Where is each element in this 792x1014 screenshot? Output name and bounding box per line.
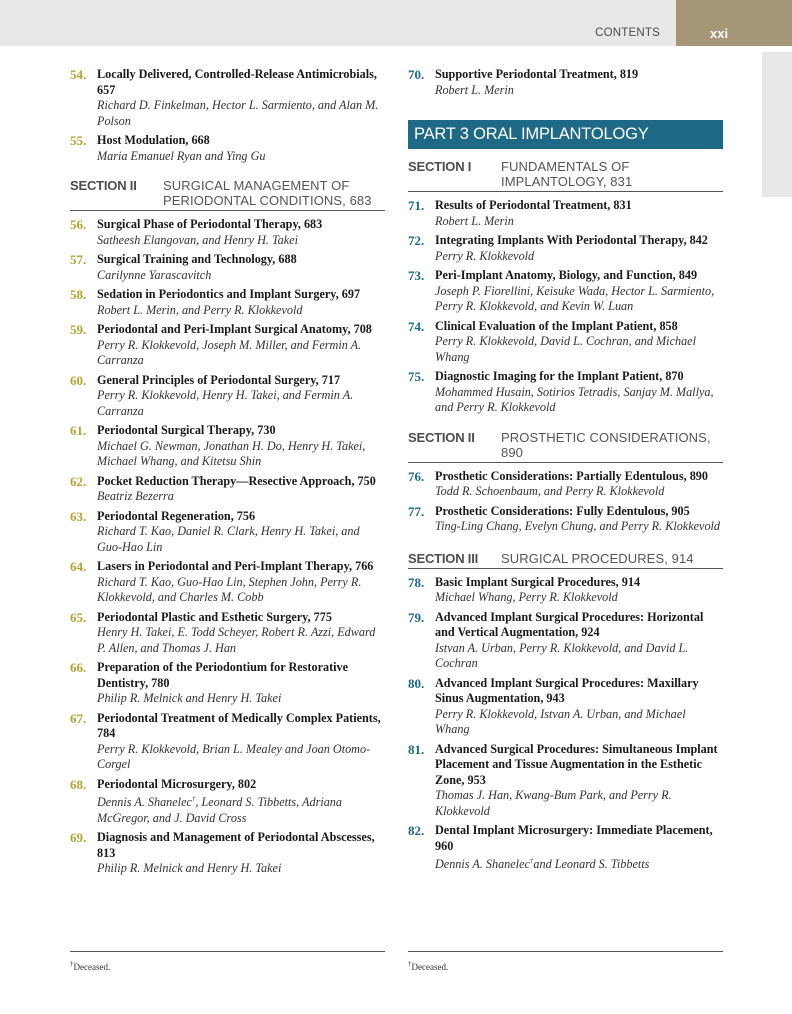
part-banner: PART 3 ORAL IMPLANTOLOGY <box>408 120 723 149</box>
deceased-mark: † <box>529 857 534 865</box>
chapter-number: 80. <box>408 675 425 691</box>
chapter-number: 60. <box>70 372 87 388</box>
chapter-title: Diagnostic Imaging for the Implant Patient, 870 <box>435 369 684 383</box>
chapter-title: Periodontal Microsurgery, 802 <box>97 776 257 791</box>
chapter-title: Clinical Evaluation of the Implant Patient, 858 <box>435 318 678 333</box>
toc-entry <box>70 474 385 505</box>
chapter-number: 73. <box>408 268 425 283</box>
chapter-info <box>97 322 385 369</box>
chapter-info <box>435 319 723 366</box>
chapter-title: Supportive Periodontal Treatment, 819 <box>435 67 639 81</box>
chapter-info <box>97 287 385 318</box>
chapter-info <box>435 369 723 416</box>
chapter-info <box>97 509 385 556</box>
chapter-authors: Robert L. Merin <box>435 82 514 97</box>
section-label: SECTION III <box>408 550 479 566</box>
toc-entry <box>70 322 385 369</box>
toc-entry <box>70 133 385 164</box>
chapter-authors: Richard D. Finkelman, Hector L. Sarmiento, and Alan M. Polson <box>97 98 379 128</box>
chapter-number: 62. <box>70 473 87 489</box>
footnote-text: Deceased. <box>411 962 449 972</box>
chapter-info <box>97 559 385 606</box>
toc-entry <box>70 610 385 657</box>
chapter-number: 68. <box>70 776 87 792</box>
page-number: xxi <box>710 26 729 41</box>
chapter-title: General Principles of Periodontal Surgery, 717 <box>97 372 341 387</box>
toc-entry <box>408 369 723 416</box>
chapter-info <box>97 423 385 470</box>
toc-entry <box>408 233 723 264</box>
toc-entry <box>70 287 385 318</box>
chapter-authors: Satheesh Elangovan, and Henry H. Takei <box>97 232 298 247</box>
chapter-info <box>97 610 385 657</box>
toc-entry <box>408 676 723 738</box>
toc-entry <box>70 67 385 129</box>
chapter-authors: Joseph P. Fiorellini, Keisuke Wada, Hector L. Sarmiento, Perry R. Klokkevold, and Kevin W. Luan <box>435 283 715 313</box>
chapter-info <box>97 67 385 129</box>
chapter-number: 55. <box>70 133 87 148</box>
chapter-info <box>435 610 723 672</box>
chapter-number: 56. <box>70 217 87 232</box>
chapter-authors: Philip R. Melnick and Henry H. Takei <box>97 861 282 876</box>
toc-entry <box>70 373 385 420</box>
chapter-title: Dental Implant Microsurgery: Immediate Placement, 960 <box>435 823 713 853</box>
chapter-number: 77. <box>408 503 425 519</box>
chapter-title: Advanced Implant Surgical Procedures: Horizontal and Vertical Augmentation, 924 <box>435 609 704 639</box>
chapter-authors: Carilynne Yarascavitch <box>97 267 212 282</box>
chapter-number: 67. <box>70 710 87 726</box>
toc-entry <box>408 575 723 606</box>
chapter-authors: Robert L. Merin <box>435 213 514 228</box>
chapter-info <box>97 777 385 827</box>
chapter-info <box>435 504 723 535</box>
section-title: FUNDAMENTALS OF IMPLANTOLOGY, 831 <box>501 159 633 189</box>
chapter-title: Basic Implant Surgical Procedures, 914 <box>435 574 641 589</box>
toc-entry <box>70 217 385 248</box>
chapter-authors: Maria Emanuel Ryan and Ying Gu <box>97 148 266 163</box>
entry-list <box>408 469 723 535</box>
chapter-title: Sedation in Periodontics and Implant Surgery, 697 <box>97 287 361 301</box>
toc-entry <box>408 319 723 366</box>
section-heading <box>408 430 723 463</box>
chapter-authors <box>435 854 723 873</box>
chapter-authors: Robert L. Merin, and Perry R. Klokkevold <box>97 302 303 317</box>
chapter-title: Preparation of the Periodontium for Restorative Dentistry, 780 <box>97 660 349 690</box>
author-name: Dennis A. Shanelec <box>97 795 192 810</box>
chapter-title: Prosthetic Considerations: Partially Edentulous, 890 <box>435 468 708 483</box>
chapter-authors: Richard T. Kao, Daniel R. Clark, Henry H. Takei, and Guo-Hao Lin <box>97 524 360 554</box>
chapter-number: 75. <box>408 369 425 384</box>
chapter-title: Diagnosis and Management of Periodontal Abscesses, 813 <box>97 830 375 860</box>
footnote-mark: † <box>408 960 412 968</box>
chapter-number: 78. <box>408 574 425 590</box>
toc-entry <box>70 559 385 606</box>
chapter-title: Surgical Phase of Periodontal Therapy, 683 <box>97 217 323 231</box>
chapter-number: 69. <box>70 830 87 846</box>
chapter-info <box>97 373 385 420</box>
chapter-info <box>435 233 723 264</box>
page-number-tab <box>676 0 792 46</box>
toc-entry <box>408 67 723 98</box>
chapter-authors: Perry R. Klokkevold, David L. Cochran, and Michael Whang <box>435 334 696 364</box>
left-column <box>70 67 385 877</box>
chapter-number: 65. <box>70 609 87 625</box>
section-label: SECTION II <box>70 178 137 193</box>
section-title: SURGICAL PROCEDURES, 914 <box>501 550 694 566</box>
chapter-info <box>435 469 723 500</box>
chapter-number: 66. <box>70 660 87 675</box>
section-label: SECTION II <box>408 429 475 445</box>
author-names: , Leonard S. Tibbetts, Adriana McGregor, and J. David Cross <box>97 795 342 825</box>
toc-entry <box>70 423 385 470</box>
toc-entry <box>70 252 385 283</box>
entry-list <box>408 67 723 98</box>
chapter-number: 74. <box>408 318 425 334</box>
section-title: PROSTHETIC CONSIDERATIONS, 890 <box>501 429 711 460</box>
chapter-number: 79. <box>408 609 425 625</box>
chapter-title: Locally Delivered, Controlled-Release Antimicrobials, 657 <box>97 67 377 97</box>
chapter-authors: Perry R. Klokkevold, Henry H. Takei, and Fermin A. Carranza <box>97 388 354 418</box>
chapter-info <box>97 217 385 248</box>
right-column <box>408 67 723 873</box>
chapter-number: 76. <box>408 468 425 484</box>
author-names: and Leonard S. Tibbetts <box>533 857 650 872</box>
entry-list <box>70 67 385 164</box>
chapter-authors: Todd R. Schoenbaum, and Perry R. Klokkevold <box>435 484 665 498</box>
chapter-number: 61. <box>70 423 87 438</box>
toc-entry <box>70 509 385 556</box>
chapter-number: 59. <box>70 322 87 337</box>
chapter-title: Periodontal and Peri-Implant Surgical Anatomy, 708 <box>97 322 372 336</box>
chapter-title: Host Modulation, 668 <box>97 133 210 147</box>
chapter-authors: Ting-Ling Chang, Evelyn Chung, and Perry R. Klokkevold <box>435 519 721 533</box>
chapter-number: 64. <box>70 559 87 574</box>
toc-entry <box>70 777 385 827</box>
deceased-mark: † <box>191 795 196 803</box>
chapter-title: Advanced Surgical Procedures: Simultaneous Implant Placement and Tissue Augmentation in the Esthetic Zone, 953 <box>435 741 718 787</box>
entry-list <box>70 217 385 877</box>
chapter-info <box>435 268 723 315</box>
chapter-info <box>435 823 723 873</box>
chapter-authors: Beatriz Bezerra <box>97 489 174 503</box>
section-heading <box>408 551 723 569</box>
chapter-number: 71. <box>408 198 425 213</box>
entry-list <box>408 198 723 416</box>
chapter-title: Results of Periodontal Treatment, 831 <box>435 198 632 212</box>
toc-entry <box>70 660 385 707</box>
chapter-number: 72. <box>408 233 425 248</box>
chapter-authors: Michael Whang, Perry R. Klokkevold <box>435 590 618 604</box>
toc-entry <box>408 198 723 229</box>
chapter-number: 54. <box>70 67 87 82</box>
chapter-authors: Thomas J. Han, Kwang-Bum Park, and Perry R. Klokkevold <box>435 788 672 818</box>
toc-entry <box>408 610 723 672</box>
chapter-title: Surgical Training and Technology, 688 <box>97 252 297 266</box>
chapter-title: Periodontal Treatment of Medically Complex Patients, 784 <box>97 710 381 740</box>
chapter-title: Pocket Reduction Therapy—Resective Approach, 750 <box>97 473 376 488</box>
section-label: SECTION I <box>408 159 472 174</box>
chapter-authors: Perry R. Klokkevold, Istvan A. Urban, and Michael Whang <box>435 706 686 736</box>
chapter-authors: Philip R. Melnick and Henry H. Takei <box>97 691 282 705</box>
chapter-number: 63. <box>70 508 87 524</box>
toc-entry <box>408 469 723 500</box>
chapter-number: 82. <box>408 823 425 838</box>
chapter-authors: Istvan A. Urban, Perry R. Klokkevold, and David L. Cochran <box>435 640 689 670</box>
chapter-info <box>97 474 385 505</box>
chapter-info <box>435 198 723 229</box>
chapter-authors: Perry R. Klokkevold, Joseph M. Miller, and Fermin A. Carranza <box>97 337 362 367</box>
toc-entry <box>70 830 385 877</box>
chapter-authors: Perry R. Klokkevold, Brian L. Mealey and Joan Otomo-Corgel <box>97 741 371 771</box>
chapter-number: 57. <box>70 252 87 267</box>
chapter-title: Lasers in Periodontal and Peri-Implant Therapy, 766 <box>97 559 374 573</box>
page-header <box>0 0 792 46</box>
chapter-title: Peri-Implant Anatomy, Biology, and Function, 849 <box>435 268 698 282</box>
chapter-authors: Michael G. Newman, Jonathan H. Do, Henry H. Takei, Michael Whang, and Kitetsu Shin <box>97 438 366 468</box>
author-name: Dennis A. Shanelec <box>435 857 530 872</box>
section-heading <box>408 159 723 192</box>
chapter-info <box>97 711 385 773</box>
footnote-text: Deceased. <box>73 962 111 972</box>
chapter-authors: Perry R. Klokkevold <box>435 248 535 263</box>
chapter-authors: Richard T. Kao, Guo-Hao Lin, Stephen John, Perry R. Klokkevold, and Charles M. Cobb <box>97 574 362 604</box>
chapter-title: Periodontal Plastic and Esthetic Surgery, 775 <box>97 609 332 624</box>
chapter-title: Advanced Implant Surgical Procedures: Maxillary Sinus Augmentation, 943 <box>435 675 699 705</box>
footnote-mark: † <box>70 960 74 968</box>
chapter-info <box>435 742 723 820</box>
footnote <box>408 951 723 972</box>
chapter-title: Periodontal Surgical Therapy, 730 <box>97 423 276 437</box>
chapter-title: Prosthetic Considerations: Fully Edentulous, 905 <box>435 503 690 518</box>
toc-entry <box>408 823 723 873</box>
section-heading <box>70 178 385 211</box>
chapter-info <box>435 67 723 98</box>
chapter-authors: Mohammed Husain, Sotirios Tetradis, Sanjay M. Mallya, and Perry R. Klokkevold <box>435 384 714 414</box>
chapter-info <box>97 660 385 707</box>
chapter-info <box>435 676 723 738</box>
chapter-info <box>435 575 723 606</box>
toc-entry <box>408 504 723 535</box>
thumb-index-tab <box>762 52 792 197</box>
toc-entry <box>408 742 723 820</box>
toc-entry <box>408 268 723 315</box>
chapter-info <box>97 830 385 877</box>
chapter-info <box>97 252 385 283</box>
chapter-number: 58. <box>70 287 87 302</box>
chapter-number: 81. <box>408 741 425 757</box>
running-head: CONTENTS <box>595 27 660 39</box>
entry-list <box>408 575 723 873</box>
section-title: SURGICAL MANAGEMENT OF PERIODONTAL CONDITIONS, 683 <box>163 178 372 208</box>
chapter-title: Periodontal Regeneration, 756 <box>97 508 256 523</box>
chapter-number: 70. <box>408 67 425 82</box>
chapter-authors <box>97 792 385 826</box>
chapter-title: Integrating Implants With Periodontal Therapy, 842 <box>435 233 708 247</box>
toc-entry <box>70 711 385 773</box>
chapter-info <box>97 133 385 164</box>
chapter-authors: Henry H. Takei, E. Todd Scheyer, Robert R. Azzi, Edward P. Allen, and Thomas J. Han <box>97 625 376 655</box>
footnote <box>70 951 385 972</box>
